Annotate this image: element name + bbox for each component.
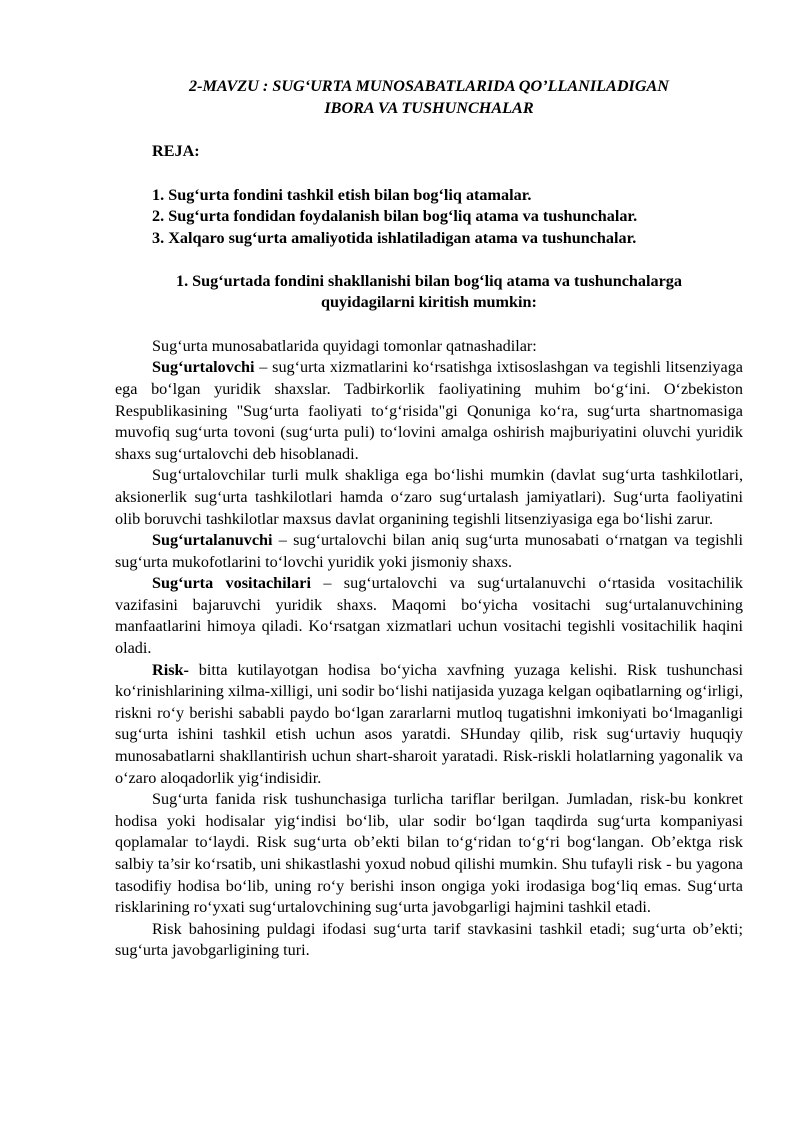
document-title <box>115 76 743 119</box>
paragraph <box>115 357 743 465</box>
plan-heading: REJA: <box>152 142 200 161</box>
plan-item: 3. Xalqaro sug‘urta amaliyotida ishlatiladigan atama va tushunchalar. <box>152 228 637 247</box>
title-line-2: IBORA VA TUSHUNCHALAR <box>324 98 534 117</box>
term-label: Sug‘urtalanuvchi <box>152 531 273 550</box>
paragraph-text: Sug‘urta munosabatlarida quyidagi tomonlar qatnashadilar: <box>152 336 537 355</box>
section-title-line-2: quyidagilarni kiritish mumkin: <box>321 293 537 312</box>
paragraph <box>115 336 743 358</box>
paragraph-text: – sug‘urtalovchi bilan aniq sug‘urta munosabati o‘rnatgan va tegishli sug‘urta mukofotlarini to‘lovchi yuridik yoki jismoniy shaxs. <box>115 531 743 571</box>
paragraph <box>115 465 743 530</box>
section-title-line-1: 1. Sug‘urtada fondini shakllanishi bilan bog‘liq atama va tushunchalarga <box>175 271 682 290</box>
paragraph-text: bitta kutilayotgan hodisa bo‘yicha xavfning yuzaga kelishi. Risk tushunchasi ko‘rinishlarining xilma-xilligi, uni sodir bo‘lishi natijasida yuzaga kelgan oqibatlarning og‘irligi, riskni ro‘y berishi sababli paydo bo‘lgan zararlarni mutloq tugatishni imkoniyati bo‘lmaganligi sug‘urta ishini tashkil etish uchun asos yaratdi. SHunday qilib, risk sug‘urtaviy huquqiy munosabatlarni shakllantirish uchun shart-sharoit yaratadi. Risk-riskli holatlarning yagonalik va o‘zaro aloqadorlik yig‘indisidir. <box>115 660 743 787</box>
plan-list <box>152 185 743 250</box>
paragraph-text: – sug‘urtalovchi va sug‘urtalanuvchi o‘rtasida vositachilik vazifasini bajaruvchi yuridik shaxs. Maqomi bo‘yicha vositachi sug‘urtalanuvchining manfaatlarini himoya qiladi. Ko‘rsatgan xizmatlari uchun vositachi tegishli vositachilik haqini oladi. <box>115 574 744 658</box>
term-label: Sug‘urta vositachilari <box>152 574 311 593</box>
paragraph <box>115 573 743 659</box>
term-label: Risk- <box>152 660 189 679</box>
paragraph-text: – sug‘urta xizmatlarini ko‘rsatishga ixtisoslashgan va tegishli litsenziyaga ega bo‘lgan yuridik shaxslar. Tadbirkorlik faoliyatining muhim bo‘g‘ini. O‘zbekiston Respublikasining "Sug‘urta faoliyati to‘g‘risida"gi Qonuniga ko‘ra, sug‘urta shartnomasiga muvofiq sug‘urta tovoni (sug‘urta puli) to‘lovini amalga oshirish majburiyatini oluvchi yuridik shaxs sug‘urtalovchi deb hisoblanadi. <box>115 358 743 463</box>
paragraph <box>115 919 743 962</box>
paragraph-text: Sug‘urta fanida risk tushunchasiga turlicha tariflar berilgan. Jumladan, risk-bu konkret hodisa yoki hodisalar yig‘indisi bo‘lib, ular sodir bo‘lgan taqdirda sug‘urta kompaniyasi qoplamalar to‘laydi. Risk sug‘urta ob’ekti bilan to‘g‘ridan to‘g‘ri bog‘langan. Ob’ektga risk salbiy ta’sir ko‘rsatib, uni shikastlashi yoxud nobud qilishi mumkin. Shu tufayli risk - bu yagona tasodifiy hodisa bo‘lib, uning ro‘y berishi inson ongiga yoki irodasiga bog‘liq emas. Sug‘urta risklarining ro‘yxati sug‘urtalovchining sug‘urta javobgarligi hajmini tashkil etadi. <box>115 790 743 917</box>
title-line-1: 2-MAVZU : SUG‘URTA MUNOSABATLARIDA QO’LLANILADIGAN <box>189 77 669 95</box>
paragraph <box>115 660 743 790</box>
term-label: Sug‘urtalovchi <box>152 358 255 377</box>
paragraph <box>115 530 743 573</box>
document-page <box>115 76 743 962</box>
paragraph <box>115 789 743 919</box>
paragraph-text: Risk bahosining puldagi ifodasi sug‘urta tarif stavkasini tashkil etadi; sug‘urta ob’ekti; sug‘urta javobgarligining turi. <box>115 919 743 960</box>
plan-item: 1. Sug‘urta fondini tashkil etish bilan bog‘liq atamalar. <box>152 185 532 204</box>
paragraph-text: Sug‘urtalovchilar turli mulk shakliga ega bo‘lishi mumkin (davlat sug‘urta tashkilotlari, aksionerlik sug‘urta tashkilotlari hamda o‘zaro sug‘urtalash jamiyatlari). Sug‘urta faoliyatini olib boruvchi tashkilotlar maxsus davlat organining tegishli litsenziyasiga ega bo‘lishi zarur. <box>115 466 743 528</box>
document-body <box>115 336 743 962</box>
plan-item: 2. Sug‘urta fondidan foydalanish bilan bog‘liq atama va tushunchalar. <box>152 207 638 226</box>
section-title <box>115 271 743 314</box>
